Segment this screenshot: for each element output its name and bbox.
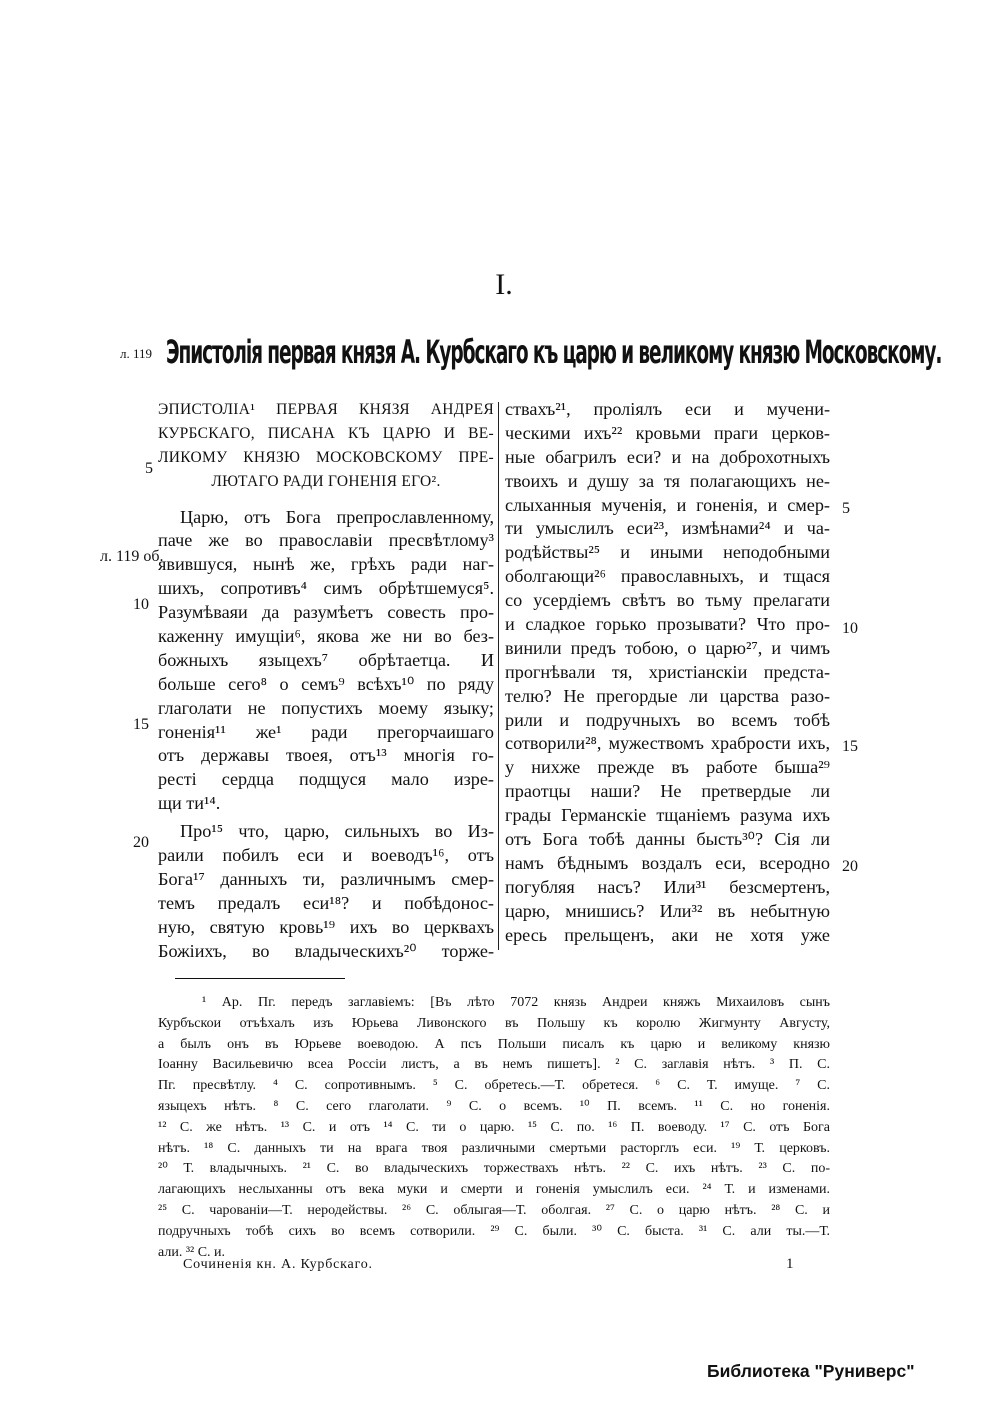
text-line: ствахъ²¹, проліялъ еси и мучени- xyxy=(505,399,830,419)
text-line: Разумѣваяи да разумѣетъ совесть про- xyxy=(158,602,494,623)
text-line: царю, мнишись? Или³² въ небытную xyxy=(505,900,830,921)
heading-line: ЭПИСТОЛІА¹ ПЕРВАЯ КНЯЗЯ АНДРЕЯ xyxy=(158,401,494,418)
line-number: 5 xyxy=(842,500,850,517)
footnote-line: а былъ онъ въ Юрьеве воеводою. А псъ Польши писалъ къ царю и великому князю xyxy=(158,1036,830,1052)
text-line: со усердіемъ свѣтъ во тьму прелагати xyxy=(505,590,830,611)
text-line: шихъ, сопротивъ⁴ симъ обрѣтшемуся⁵. xyxy=(158,578,494,599)
heading-line: КУРБСКАГО, ПИСАНА КЪ ЦАРЮ И ВЕ- xyxy=(158,424,494,442)
footnote-line: ²⁰ Т. владычныхъ. ²¹ С. во владыческихъ торжествахъ нѣтъ. ²² С. ихъ нѣтъ. ²³ С. по- xyxy=(158,1161,830,1177)
text-line: праотцы наши? Не претвердые ли xyxy=(505,781,830,802)
line-number: 10 xyxy=(842,620,858,637)
text-line: сотворили²⁸, мужествомъ храбрости ихъ, xyxy=(505,733,830,754)
line-number: 15 xyxy=(842,738,858,755)
text-line: больше сего⁸ о семъ⁹ всѣхъ¹⁰ по ряду xyxy=(158,673,494,694)
text-line: твоихъ и душу за тя полагающихъ не- xyxy=(505,470,830,491)
text-line: отъ державы твоея, отъ¹³ многія го- xyxy=(158,745,494,766)
line-number: 10 xyxy=(133,596,149,613)
text-line: грады Германскіе тщаніемъ разума ихъ xyxy=(505,805,830,826)
text-line: ересь прельщенъ, аки не хотя уже xyxy=(505,924,830,945)
footnote-line: Іоанну Васильевичю всеа Россіи листъ, а въ немъ пишетъ]. ² С. заглавія нѣтъ. ³ П. С. xyxy=(158,1057,830,1073)
right-column xyxy=(505,398,830,947)
left-column xyxy=(158,398,494,963)
footnote-line: али. ³² С. и. xyxy=(158,1244,226,1260)
footnote-line: Пг. пресвѣтлу. ⁴ С. сопротивнымъ. ⁵ С. обретесь.—Т. обретеся. ⁶ С. Т. имуще. ⁷ С. xyxy=(158,1078,830,1094)
text-line: паче же во православіи пресвѣтлому³ xyxy=(158,530,494,551)
library-watermark: Библиотека "Руниверс" xyxy=(707,1361,915,1381)
text-line: Бога¹⁷ данныхъ ти, различнымъ смер- xyxy=(158,868,494,889)
text-line: щи ти¹⁴. xyxy=(158,793,221,814)
text-line: божныхъ языцехъ⁷ обрѣтаетца. И xyxy=(158,649,494,670)
text-line: прогнѣвали тя, христіанскіи предста- xyxy=(505,661,830,682)
text-line: раили побилъ еси и воеводъ¹⁶, отъ xyxy=(158,845,494,866)
text-line: гоненія¹¹ же¹ ради прегорчаишаго xyxy=(158,721,494,742)
text-line: Божіихъ, во владыческихъ²⁰ торже- xyxy=(158,940,494,961)
footnote-line: ¹ Ар. Пг. передъ заглавіемъ: [Въ лѣто 7072 князь Андреи княжъ Михаиловъ сынъ xyxy=(202,995,830,1010)
text-line: погубляя насъ? Или³¹ безсмертенъ, xyxy=(505,876,830,897)
line-number: 20 xyxy=(842,858,858,875)
text-line: родѣйствы²⁵ и иными неподобными xyxy=(505,542,830,563)
page-title: Эпистолія первая князя А. Курбскаго къ царю и великому князю Московскому. xyxy=(166,333,942,371)
text-line: явившуся, нынѣ же, грѣхъ ради наг- xyxy=(158,554,494,575)
footnote-line: ¹² С. же нѣтъ. ¹³ С. и отъ ¹⁴ С. ти о царю. ¹⁵ С. по. ¹⁶ П. воеводу. ¹⁷ С. отъ Бога xyxy=(158,1119,830,1135)
footnote-line: ²⁵ С. чарованіи—Т. неродействы. ²⁶ С. облыгая—Т. оболгая. ²⁷ С. о царю нѣтъ. ²⁸ С. и xyxy=(158,1202,830,1218)
text-line: и сладкое горько прозывати? Что про- xyxy=(505,614,830,635)
text-line: отъ Бога тобѣ данны бысть³⁰? Сія ли xyxy=(505,829,830,850)
paragraph-2 xyxy=(158,820,494,963)
footnote-divider xyxy=(175,978,345,979)
text-line: ную, святую кровь¹⁹ ихъ во церквахъ xyxy=(158,916,494,937)
text-line: рили и подручныхъ во всемъ тобѣ xyxy=(505,709,830,730)
footer-title: Сочиненія кн. А. Курбскаго. xyxy=(183,1257,373,1272)
heading-line: ЛИКОМУ КНЯЗЮ МОСКОВСКОМУ ПРЕ- xyxy=(158,448,494,466)
chapter-numeral: I. xyxy=(495,268,513,301)
epistle-heading xyxy=(158,398,494,494)
text-line: ресті сердца подщуся мало изре- xyxy=(158,769,494,790)
footnotes xyxy=(158,993,830,1263)
footnote-line: Курбъскои отъѣхалъ изъ Юрьева Ливонского въ Польшу къ королю Жигмунту Августу, xyxy=(158,1015,830,1031)
text-line: намъ бѣднымъ воздалъ еси, всеродно xyxy=(505,852,830,873)
text-line: темъ предалъ еси¹⁸? и побѣдонос- xyxy=(158,892,494,913)
text-line: каженну имущіи⁶, якова же ни во без- xyxy=(158,626,494,647)
heading-line: ЛЮТАГО РАДИ ГОНЕНІЯ ЕГО². xyxy=(211,472,441,490)
text-line: оболгающи²⁶ православныхъ, и тщася xyxy=(505,566,830,587)
text-line: у нихже прежде въ работе быша²⁹ xyxy=(505,757,830,778)
line-number: 5 xyxy=(145,460,153,477)
footnote-line: лагающихъ неслыханны отъ века муки и смерти и гоненія умыслилъ еси. ²⁴ Т. и изменами. xyxy=(158,1182,830,1198)
text-line: Про¹⁵ что, царю, сильныхъ во Из- xyxy=(180,821,494,842)
signature-mark: 1 xyxy=(786,1256,794,1272)
text-line: Царю, отъ Бога препрославленному, xyxy=(180,506,494,527)
column-divider xyxy=(498,402,499,950)
text-line: ные обагрилъ еси? и на доброхотныхъ xyxy=(505,446,830,467)
text-line: телю? Не прегордые ли царства разо- xyxy=(505,685,830,706)
folio-marker-margin: л. 119 об. xyxy=(100,548,164,565)
line-number: 20 xyxy=(133,834,149,851)
folio-marker-top: л. 119 xyxy=(120,346,153,361)
footnote-line: нѣтъ. ¹⁸ С. данныхъ ти на врага твоя различными смертьми расторглъ еси. ¹⁹ Т. церковъ. xyxy=(158,1140,830,1156)
text-line: слыханныя мученія, и гоненія, и смер- xyxy=(505,494,830,515)
text-line: глаголати не попустихъ моему языку; xyxy=(158,697,494,718)
footnote-line: языцехъ нѣтъ. ⁸ С. сего глаголати. ⁹ С. о всемъ. ¹⁰ П. всемъ. ¹¹ С. но гоненія. xyxy=(158,1098,830,1114)
line-number: 15 xyxy=(133,716,149,733)
text-line: ческими ихъ²² кровьми праги церков- xyxy=(505,422,830,443)
paragraph-1 xyxy=(158,506,494,817)
text-line: винили предъ тобою, о царю²⁷, и чимъ xyxy=(505,637,830,658)
text-line: ти умыслилъ еси²³, измѣнами²⁴ и ча- xyxy=(505,518,830,539)
footnote-line: подручныхъ тобѣ сихъ во всемъ сотворили. ²⁹ С. были. ³⁰ С. быста. ³¹ С. али ты.—Т. xyxy=(158,1223,830,1239)
